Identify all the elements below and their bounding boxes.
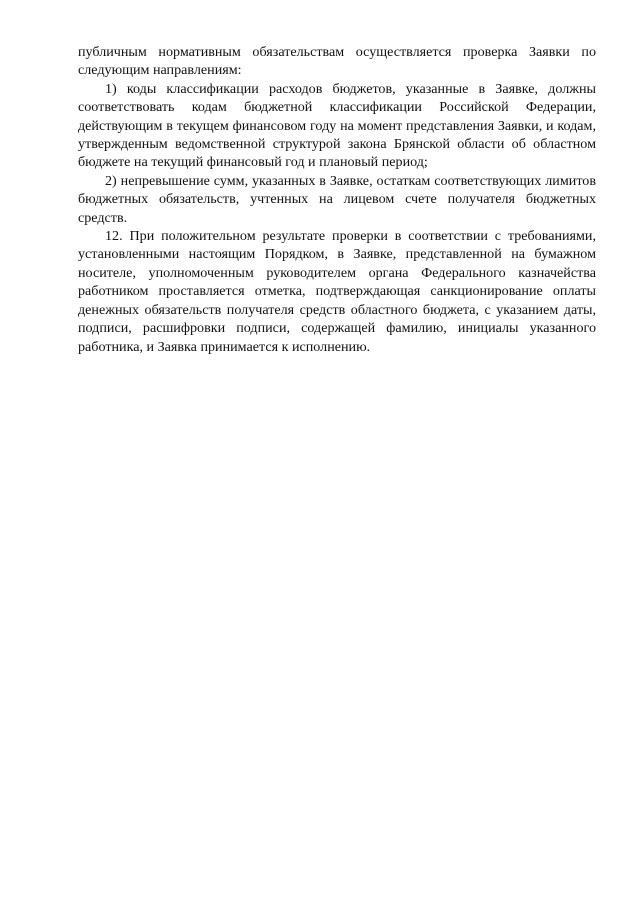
clause-12-paragraph: 12. При положительном результате проверки в соответствии с требованиями, установленными настоящим Порядком, в Заявке, представленной на бумажном носителе, уполномоченным руководителем органа Федерального казначейства работником проставляется отметка, подтверждающая санкционирование оплаты денежных обязательств получателя средств областного бюджета, с указанием даты, подписи, расшифровки подписи, содержащей фамилию, инициалы указанного работника, и Заявка принимается к исполнению. [78, 228, 596, 355]
intro-paragraph: публичным нормативным обязательствам осуществляется проверка Заявки по следующим направлениям: [78, 44, 596, 79]
item-2-paragraph: 2) непревышение сумм, указанных в Заявке, остаткам соответствующих лимитов бюджетных обязательств, учтенных на лицевом счете получателя бюджетных средств. [78, 172, 596, 226]
document-body [78, 43, 596, 356]
item-1-paragraph: 1) коды классификации расходов бюджетов, указанные в Заявке, должны соответствовать кодам бюджетной классификации Российской Федерации, действующим в текущем финансовом году на момент представления Заявки, и кодам, утвержденным ведомственной структурой закона Брянской области об областном бюджете на текущий финансовый год и плановый период; [78, 80, 596, 171]
